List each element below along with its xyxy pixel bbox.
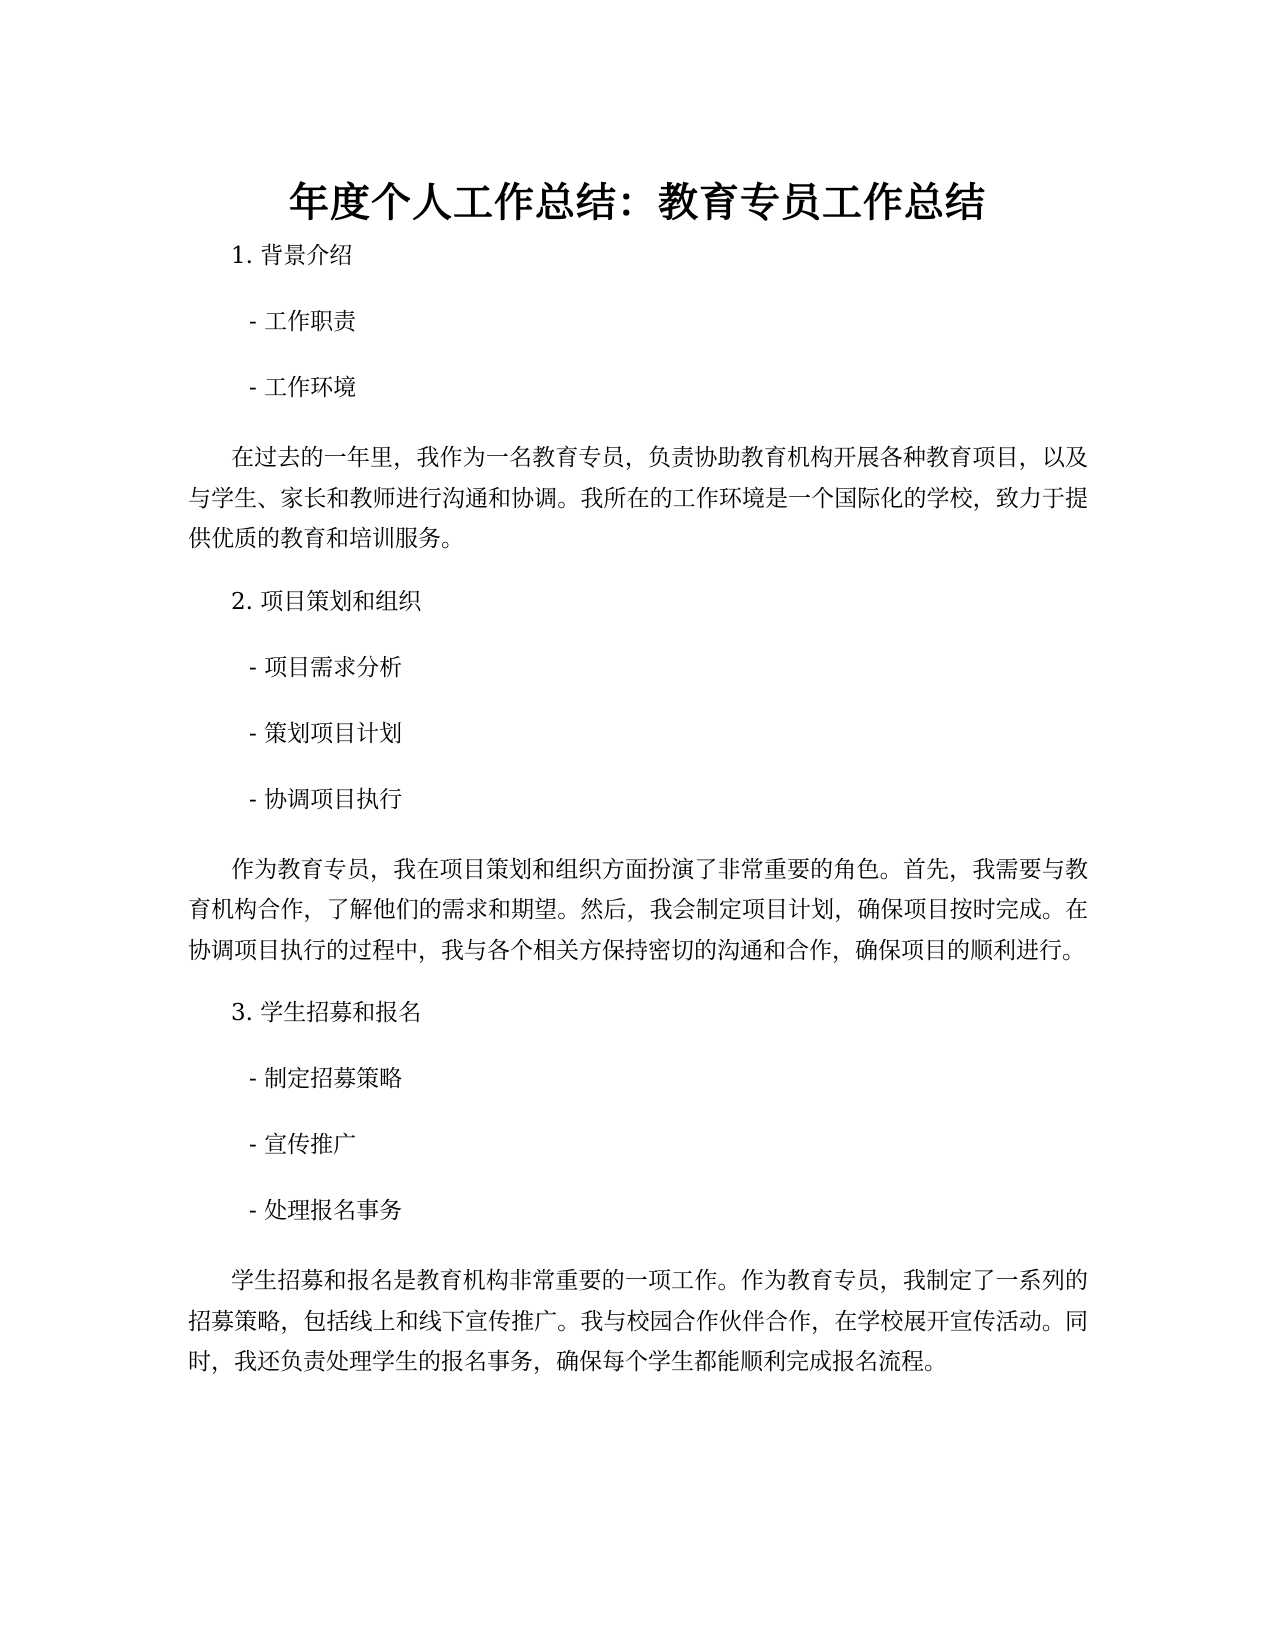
list-item: - 策划项目计划 [249,720,403,747]
page-title: 年度个人工作总结：教育专员工作总结 [289,179,986,226]
document-body [188,240,1088,1383]
section-paragraph: 在过去的一年里，我作为一名教育专员，负责协助教育机构开展各种教育项目，以及与学生、家长和教师进行沟通和协调。我所在的工作环境是一个国际化的学校，致力于提供优质的教育和培训服务。 [188,445,1088,552]
list-item: - 工作环境 [249,375,357,401]
list-item: - 工作职责 [249,309,357,335]
list-item: - 项目需求分析 [249,654,403,681]
list-item: - 处理报名事务 [249,1198,403,1224]
list-item: - 协调项目执行 [249,786,403,813]
section-paragraph: 学生招募和报名是教育机构非常重要的一项工作。作为教育专员，我制定了一系列的招募策略，包括线上和线下宣传推广。我与校园合作伙伴合作，在学校展开宣传活动。同时，我还负责处理学生的报名事务，确保每个学生都能顺利完成报名流程。 [188,1268,1088,1375]
section-heading: 3. 学生招募和报名 [231,1000,422,1026]
section-heading: 1. 背景介绍 [231,243,353,269]
section-heading: 2. 项目策划和组织 [231,588,422,615]
list-item: - 宣传推广 [249,1132,357,1158]
section-paragraph: 作为教育专员，我在项目策划和组织方面扮演了非常重要的角色。首先，我需要与教育机构合作，了解他们的需求和期望。然后，我会制定项目计划，确保项目按时完成。在协调项目执行的过程中，我与各个相关方保持密切的沟通和合作，确保项目的顺利进行。 [188,856,1088,964]
list-item: - 制定招募策略 [249,1066,403,1092]
